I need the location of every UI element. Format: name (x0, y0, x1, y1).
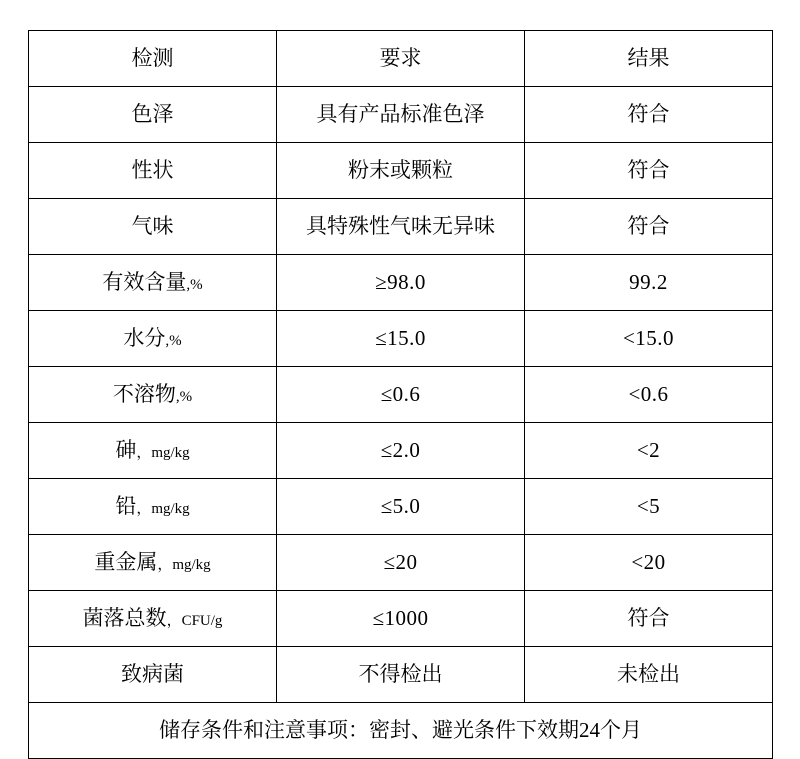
cell-item: 不溶物,% (29, 367, 277, 423)
table-row (29, 591, 773, 647)
cell-result: <20 (525, 535, 773, 591)
table-row (29, 199, 773, 255)
specification-table (28, 30, 773, 759)
cell-result: <15.0 (525, 311, 773, 367)
table-row (29, 535, 773, 591)
cell-result: 未检出 (525, 647, 773, 703)
cell-result: <0.6 (525, 367, 773, 423)
cell-result: 符合 (525, 87, 773, 143)
cell-item: 性状 (29, 143, 277, 199)
cell-item: 重金属，mg/kg (29, 535, 277, 591)
cell-requirement: 具特殊性气味无异味 (277, 199, 525, 255)
cell-item: 水分,% (29, 311, 277, 367)
cell-requirement: 粉末或颗粒 (277, 143, 525, 199)
header-cell-result: 结果 (525, 31, 773, 87)
cell-result: 符合 (525, 591, 773, 647)
cell-result: <2 (525, 423, 773, 479)
cell-requirement: ≥98.0 (277, 255, 525, 311)
cell-item: 砷，mg/kg (29, 423, 277, 479)
cell-requirement: ≤5.0 (277, 479, 525, 535)
spec-sheet (28, 30, 772, 759)
header-cell-item: 检测 (29, 31, 277, 87)
cell-requirement: ≤15.0 (277, 311, 525, 367)
cell-item: 色泽 (29, 87, 277, 143)
cell-item: 菌落总数，CFU/g (29, 591, 277, 647)
table-row (29, 423, 773, 479)
cell-result: 符合 (525, 199, 773, 255)
cell-requirement: 具有产品标准色泽 (277, 87, 525, 143)
table-row (29, 255, 773, 311)
table-row (29, 367, 773, 423)
table-row (29, 311, 773, 367)
cell-item: 致病菌 (29, 647, 277, 703)
table-row (29, 647, 773, 703)
cell-item: 铅，mg/kg (29, 479, 277, 535)
cell-result: 99.2 (525, 255, 773, 311)
table-row (29, 87, 773, 143)
cell-requirement: ≤1000 (277, 591, 525, 647)
header-cell-requirement: 要求 (277, 31, 525, 87)
cell-result: 符合 (525, 143, 773, 199)
table-footer-row (29, 703, 773, 759)
table-header-row (29, 31, 773, 87)
cell-result: <5 (525, 479, 773, 535)
table-row (29, 143, 773, 199)
cell-item: 有效含量,% (29, 255, 277, 311)
storage-note: 储存条件和注意事项：密封、避光条件下效期24个月 (29, 703, 773, 759)
cell-requirement: ≤0.6 (277, 367, 525, 423)
cell-requirement: ≤2.0 (277, 423, 525, 479)
cell-item: 气味 (29, 199, 277, 255)
table-row (29, 479, 773, 535)
cell-requirement: ≤20 (277, 535, 525, 591)
cell-requirement: 不得检出 (277, 647, 525, 703)
